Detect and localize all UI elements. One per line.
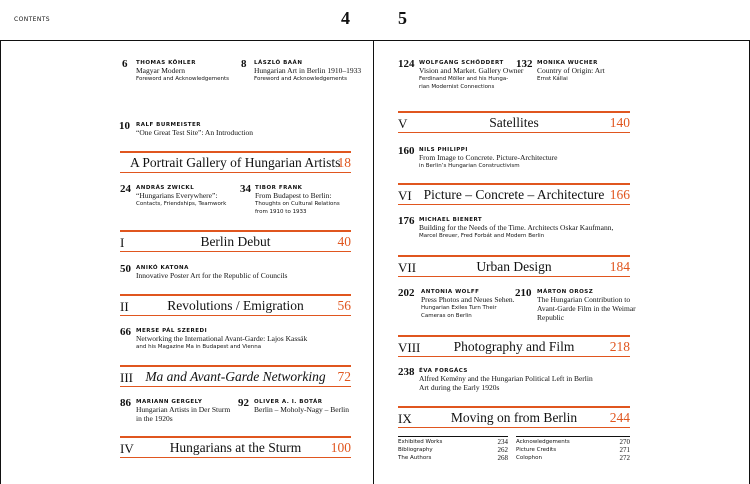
entry-subtitle: in the 1920s <box>136 414 173 423</box>
section-numeral: VII <box>398 260 417 275</box>
section-numeral: I <box>120 235 125 250</box>
entry-author: THOMAS KÖHLER <box>136 60 196 66</box>
entry-page: 34 <box>240 183 251 195</box>
entry-page: 8 <box>241 58 247 70</box>
entry-author: RALF BURMEISTER <box>136 122 202 128</box>
right-page-number: 5 <box>398 8 407 28</box>
section-title: A Portrait Gallery of Hungarian Artists <box>130 155 341 170</box>
entry-author: MARIANN GERGELY <box>136 399 203 405</box>
entry-author: ÉVA FORGÁCS <box>419 368 468 374</box>
section-page: 56 <box>337 298 351 313</box>
spine-rule <box>373 40 374 484</box>
entry-page: 124 <box>398 58 415 70</box>
back-matter-item[interactable] <box>398 438 508 446</box>
section-page: 18 <box>337 155 351 170</box>
entry-subtitle: Avant-Garde Film in the Weimar <box>537 304 636 313</box>
entry-title: Innovative Poster Art for the Republic of Councils <box>136 271 288 280</box>
entry-title: Vision and Market. Gallery Owner <box>419 66 524 75</box>
entry-title: “One Great Test Site”: An Introduction <box>136 128 254 137</box>
entry-title: Country of Origin: Art <box>537 66 605 75</box>
entry-page: 202 <box>398 287 415 299</box>
back-matter-label: The Authors <box>398 455 432 461</box>
back-matter-list-right <box>516 438 630 462</box>
section-numeral: VIII <box>398 340 421 355</box>
entry-title: Hungarian Artists in Der Sturm <box>136 405 231 414</box>
entry-author: ANIKÓ KATONA <box>136 265 189 271</box>
entry-page: 6 <box>122 58 128 70</box>
entry-subtitle: from 1910 to 1933 <box>255 209 307 215</box>
section-title: Berlin Debut <box>200 234 271 249</box>
entry-author: NILS PHILIPPI <box>419 147 468 153</box>
section-numeral: V <box>398 116 408 131</box>
section-numeral: III <box>120 370 133 385</box>
section-numeral: II <box>120 299 129 314</box>
back-matter-item[interactable] <box>398 454 508 462</box>
section-iii[interactable] <box>120 365 351 387</box>
entry-page: 24 <box>120 183 131 195</box>
entry-page: 50 <box>120 263 131 275</box>
section-numeral: VI <box>398 188 412 203</box>
section-numeral: IV <box>120 441 134 456</box>
entry-page: 176 <box>398 215 415 227</box>
entry-page: 86 <box>120 397 131 409</box>
entry-subtitle: and his Magazine Ma in Budapest and Vienna <box>136 344 262 350</box>
entry-author: MÁRTON OROSZ <box>537 289 594 295</box>
entry-subtitle: Marcel Breuer, Fred Forbát and Modern Berlin <box>419 233 545 239</box>
back-matter-label: Acknowledgements <box>516 439 570 445</box>
entry-subtitle: Ernst Kállai <box>537 76 568 82</box>
entry-subtitle: in Berlin’s Hungarian Constructivism <box>419 163 520 169</box>
section-title: Moving on from Berlin <box>450 410 578 425</box>
section-page: 166 <box>609 187 630 202</box>
section-ii[interactable] <box>120 294 351 316</box>
entry-subtitle: Contacts, Friendships, Teamwork <box>136 201 227 207</box>
section-iv[interactable] <box>120 436 351 458</box>
entry-author: WOLFGANG SCHÖDDERT <box>419 60 504 66</box>
entry-page: 238 <box>398 366 415 378</box>
entry-subtitle: Thoughts on Cultural Relations <box>255 201 340 207</box>
back-matter-list-left <box>398 438 508 462</box>
back-matter-item[interactable] <box>516 454 630 462</box>
section-page: 40 <box>337 234 351 249</box>
section-vii[interactable] <box>398 255 630 277</box>
entry-subtitle: Foreword and Acknowledgements <box>136 76 229 82</box>
section-ix[interactable] <box>398 406 630 428</box>
back-matter-rule <box>516 436 630 437</box>
section-title: Satellites <box>489 115 539 130</box>
back-matter-rule <box>398 436 508 437</box>
entry-page: 66 <box>120 326 131 338</box>
back-matter-label: Picture Credits <box>516 447 557 453</box>
section-viii[interactable] <box>398 335 630 357</box>
back-matter-page: 270 <box>619 438 630 446</box>
entry-subtitle: Hungarian Exiles Turn Their <box>421 305 497 311</box>
section-page: 244 <box>609 410 630 425</box>
entry-title: “Hungarians Everywhere”: <box>136 191 218 200</box>
back-matter-page: 234 <box>497 438 508 446</box>
back-matter-page: 271 <box>619 446 630 454</box>
entry-page: 132 <box>516 58 533 70</box>
entry-subtitle: Republic <box>537 313 565 322</box>
entry-subtitle: Cameras on Berlin <box>421 313 472 319</box>
entry-author: ANDRÁS ZWICKL <box>136 185 195 191</box>
entry-author: LÁSZLÓ BAÁN <box>254 60 303 66</box>
entry-title: Press Photos and Neues Sehen. <box>421 295 515 304</box>
entry-page: 92 <box>238 397 249 409</box>
entry-title: Berlin – Moholy-Nagy – Berlin <box>254 405 349 414</box>
entry-author: TIBOR FRANK <box>255 185 303 191</box>
entry-author: MONIKA WUCHER <box>537 60 598 66</box>
back-matter-label: Colophon <box>516 455 542 461</box>
entry-subtitle: Art during the Early 1920s <box>419 383 500 392</box>
section-page: 218 <box>609 339 630 354</box>
entry-title: From Budapest to Berlin: <box>255 191 332 200</box>
entry-title: Building for the Needs of the Time. Architects Oskar Kaufmann, <box>419 223 614 232</box>
section-vi[interactable] <box>398 183 630 205</box>
section-page: 140 <box>609 115 630 130</box>
top-rule <box>0 40 750 41</box>
left-edge-rule <box>0 40 1 484</box>
section-v[interactable] <box>398 111 630 133</box>
entry-title: The Hungarian Contribution to <box>537 295 631 304</box>
section-title: Ma and Avant-Garde Networking <box>145 369 326 384</box>
entry-page: 160 <box>398 145 415 157</box>
entry-title: Alfred Kemény and the Hungarian Political Left in Berlin <box>419 374 593 383</box>
section-title: Urban Design <box>476 259 552 274</box>
back-matter-label: Bibliography <box>398 447 433 453</box>
section-title: Hungarians at the Sturm <box>169 440 302 455</box>
entry-author: OLIVER A. I. BOTÁR <box>254 399 323 405</box>
contents-label: CONTENTS <box>14 16 51 23</box>
entry-title: Networking the International Avant-Garde: Lajos Kassák <box>136 334 308 343</box>
section-title: Photography and Film <box>453 339 575 354</box>
back-matter-item[interactable] <box>398 446 508 454</box>
section-i[interactable] <box>120 230 351 252</box>
entry-page: 10 <box>119 120 130 132</box>
entry-subtitle: Ferdinand Möller and his Hunga- <box>419 76 509 82</box>
section-title: Picture – Concrete – Architecture <box>423 187 605 202</box>
portrait-gallery-section[interactable] <box>120 151 351 173</box>
back-matter-page: 262 <box>497 446 508 454</box>
back-matter-page: 268 <box>497 454 508 462</box>
entry-author: MICHAEL BIENERT <box>419 217 483 223</box>
section-numeral: IX <box>398 411 412 426</box>
section-title: Revolutions / Emigration <box>167 298 304 313</box>
entry-subtitle: rian Modernist Connections <box>419 84 495 90</box>
entry-page: 210 <box>515 287 532 299</box>
section-page: 72 <box>337 369 351 384</box>
entry-title: From Image to Concrete. Picture-Architecture <box>419 153 558 162</box>
back-matter-item[interactable] <box>516 446 630 454</box>
entry-title: Hungarian Art in Berlin 1910–1933 <box>254 66 362 75</box>
entry-author: ANTONIA WOLFF <box>421 289 480 295</box>
left-page-number: 4 <box>341 8 350 28</box>
back-matter-item[interactable] <box>516 438 630 446</box>
section-page: 184 <box>609 259 630 274</box>
section-page: 100 <box>330 440 351 455</box>
back-matter-page: 272 <box>619 454 630 462</box>
entry-title: Magyar Modern <box>136 66 185 75</box>
entry-author: MERSE PÁL SZEREDI <box>136 328 208 334</box>
back-matter-label: Exhibited Works <box>398 439 443 445</box>
entry-subtitle: Foreword and Acknowledgements <box>254 76 347 82</box>
